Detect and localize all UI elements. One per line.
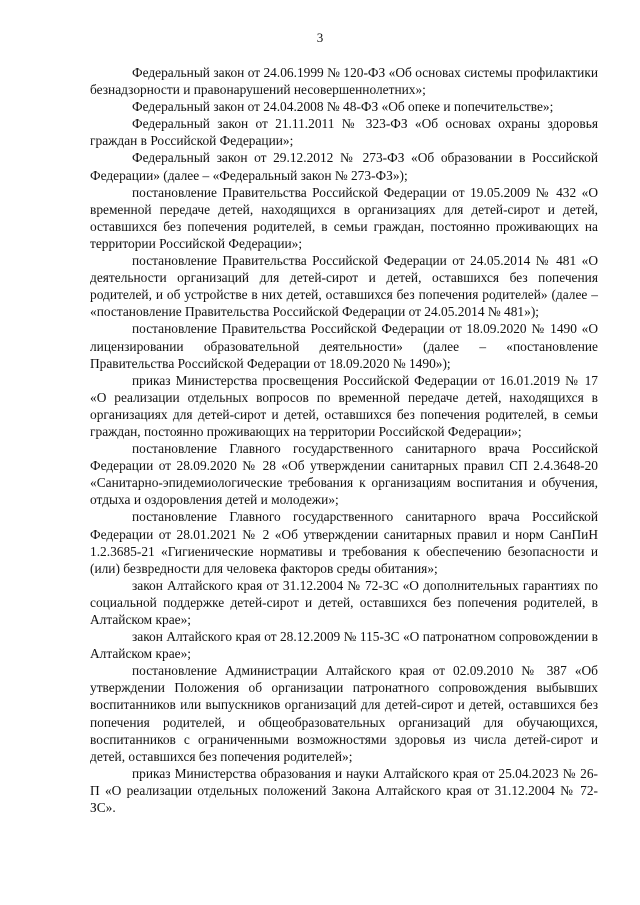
document-body xyxy=(90,64,598,816)
paragraph-law-48-fz: Федеральный закон от 24.04.2008 № 48-ФЗ «Об опеке и попечительстве»; xyxy=(132,99,554,115)
paragraph-resolution-481: постановление Правительства Российской Федерации от 24.05.2014 № 481 «О деятельности организаций для детей-сирот и детей, оставшихся без попечения родителей, и об устройстве в них детей, оставшихся без попечения родителей» (далее – «постановление Правительства Российской Федерации от 24.05.2014 № 481»); xyxy=(90,253,598,320)
paragraph-altai-resolution-387: постановление Администрации Алтайского края от 02.09.2010 № 387 «Об утверждении Положения об организации патронатного сопровождения выбывших воспитанников или выпускников организаций для детей-сирот и детей, оставшихся без попечения родителей, и общеобразовательных организаций для обучающихся, воспитанников с ограниченными возможностями здоровья из числа детей-сирот и детей, оставшихся без попечения родителей»; xyxy=(90,663,598,764)
paragraph-law-120-fz: Федеральный закон от 24.06.1999 № 120-ФЗ «Об основах системы профилактики безнадзорности и правонарушений несовершеннолетних»; xyxy=(90,65,598,98)
paragraph-sanitary-resolution-28: постановление Главного государственного санитарного врача Российской Федерации от 28.09.2020 № 28 «Об утверждении санитарных правил СП 2.4.3648-20 «Санитарно-эпидемиологические требования к организациям воспитания и обучения, отдыха и оздоровления детей и молодежи»; xyxy=(90,441,598,508)
page-number: 3 xyxy=(316,30,324,45)
paragraph-law-273-fz: Федеральный закон от 29.12.2012 № 273-ФЗ «Об образовании в Российской Федерации» (далее – «Федеральный закон № 273-ФЗ»); xyxy=(90,150,598,183)
paragraph-altai-order-26-p: приказ Министерства образования и науки Алтайского края от 25.04.2023 № 26-П «О реализации отдельных положений Закона Алтайского края от 31.12.2004 № 72-ЗС». xyxy=(90,765,598,816)
paragraph-resolution-432: постановление Правительства Российской Федерации от 19.05.2009 № 432 «О временной передаче детей, находящихся в организациях для детей-сирот и детей, оставшихся без попечения родителей, в семьи граждан, постоянно проживающих на территории Российской Федерации»; xyxy=(90,184,598,251)
paragraph-altai-law-115-zs: закон Алтайского края от 28.12.2009 № 115-ЗС «О патронатном сопровождении в Алтайском крае»; xyxy=(90,629,598,662)
paragraph-altai-law-72-zs: закон Алтайского края от 31.12.2004 № 72-ЗС «О дополнительных гарантиях по социальной поддержке детей-сирот и детей, оставшихся без попечения родителей, в Алтайском крае»; xyxy=(90,577,598,627)
paragraph-sanitary-resolution-2: постановление Главного государственного санитарного врача Российской Федерации от 28.01.2021 № 2 «Об утверждении санитарных правил и норм СанПиН 1.2.3685-21 «Гигиенические нормативы и требования к обеспечению безопасности и (или) безвредности для человека факторов среды обитания»; xyxy=(90,509,598,576)
paragraph-order-17: приказ Министерства просвещения Российской Федерации от 16.01.2019 № 17 «О реализации отдельных вопросов по временной передаче детей, находящихся в организациях для детей-сирот и детей, оставшихся без попечения родителей, в семьи граждан, постоянно проживающих на территории Российской Федерации»; xyxy=(90,372,598,439)
paragraph-law-323-fz: Федеральный закон от 21.11.2011 № 323-ФЗ «Об основах охраны здоровья граждан в Российской Федерации»; xyxy=(90,116,598,149)
paragraph-resolution-1490: постановление Правительства Российской Федерации от 18.09.2020 № 1490 «О лицензировании образовательной деятельности» (далее – «постановление Правительства Российской Федерации от 18.09.2020 № 1490»); xyxy=(90,321,598,371)
